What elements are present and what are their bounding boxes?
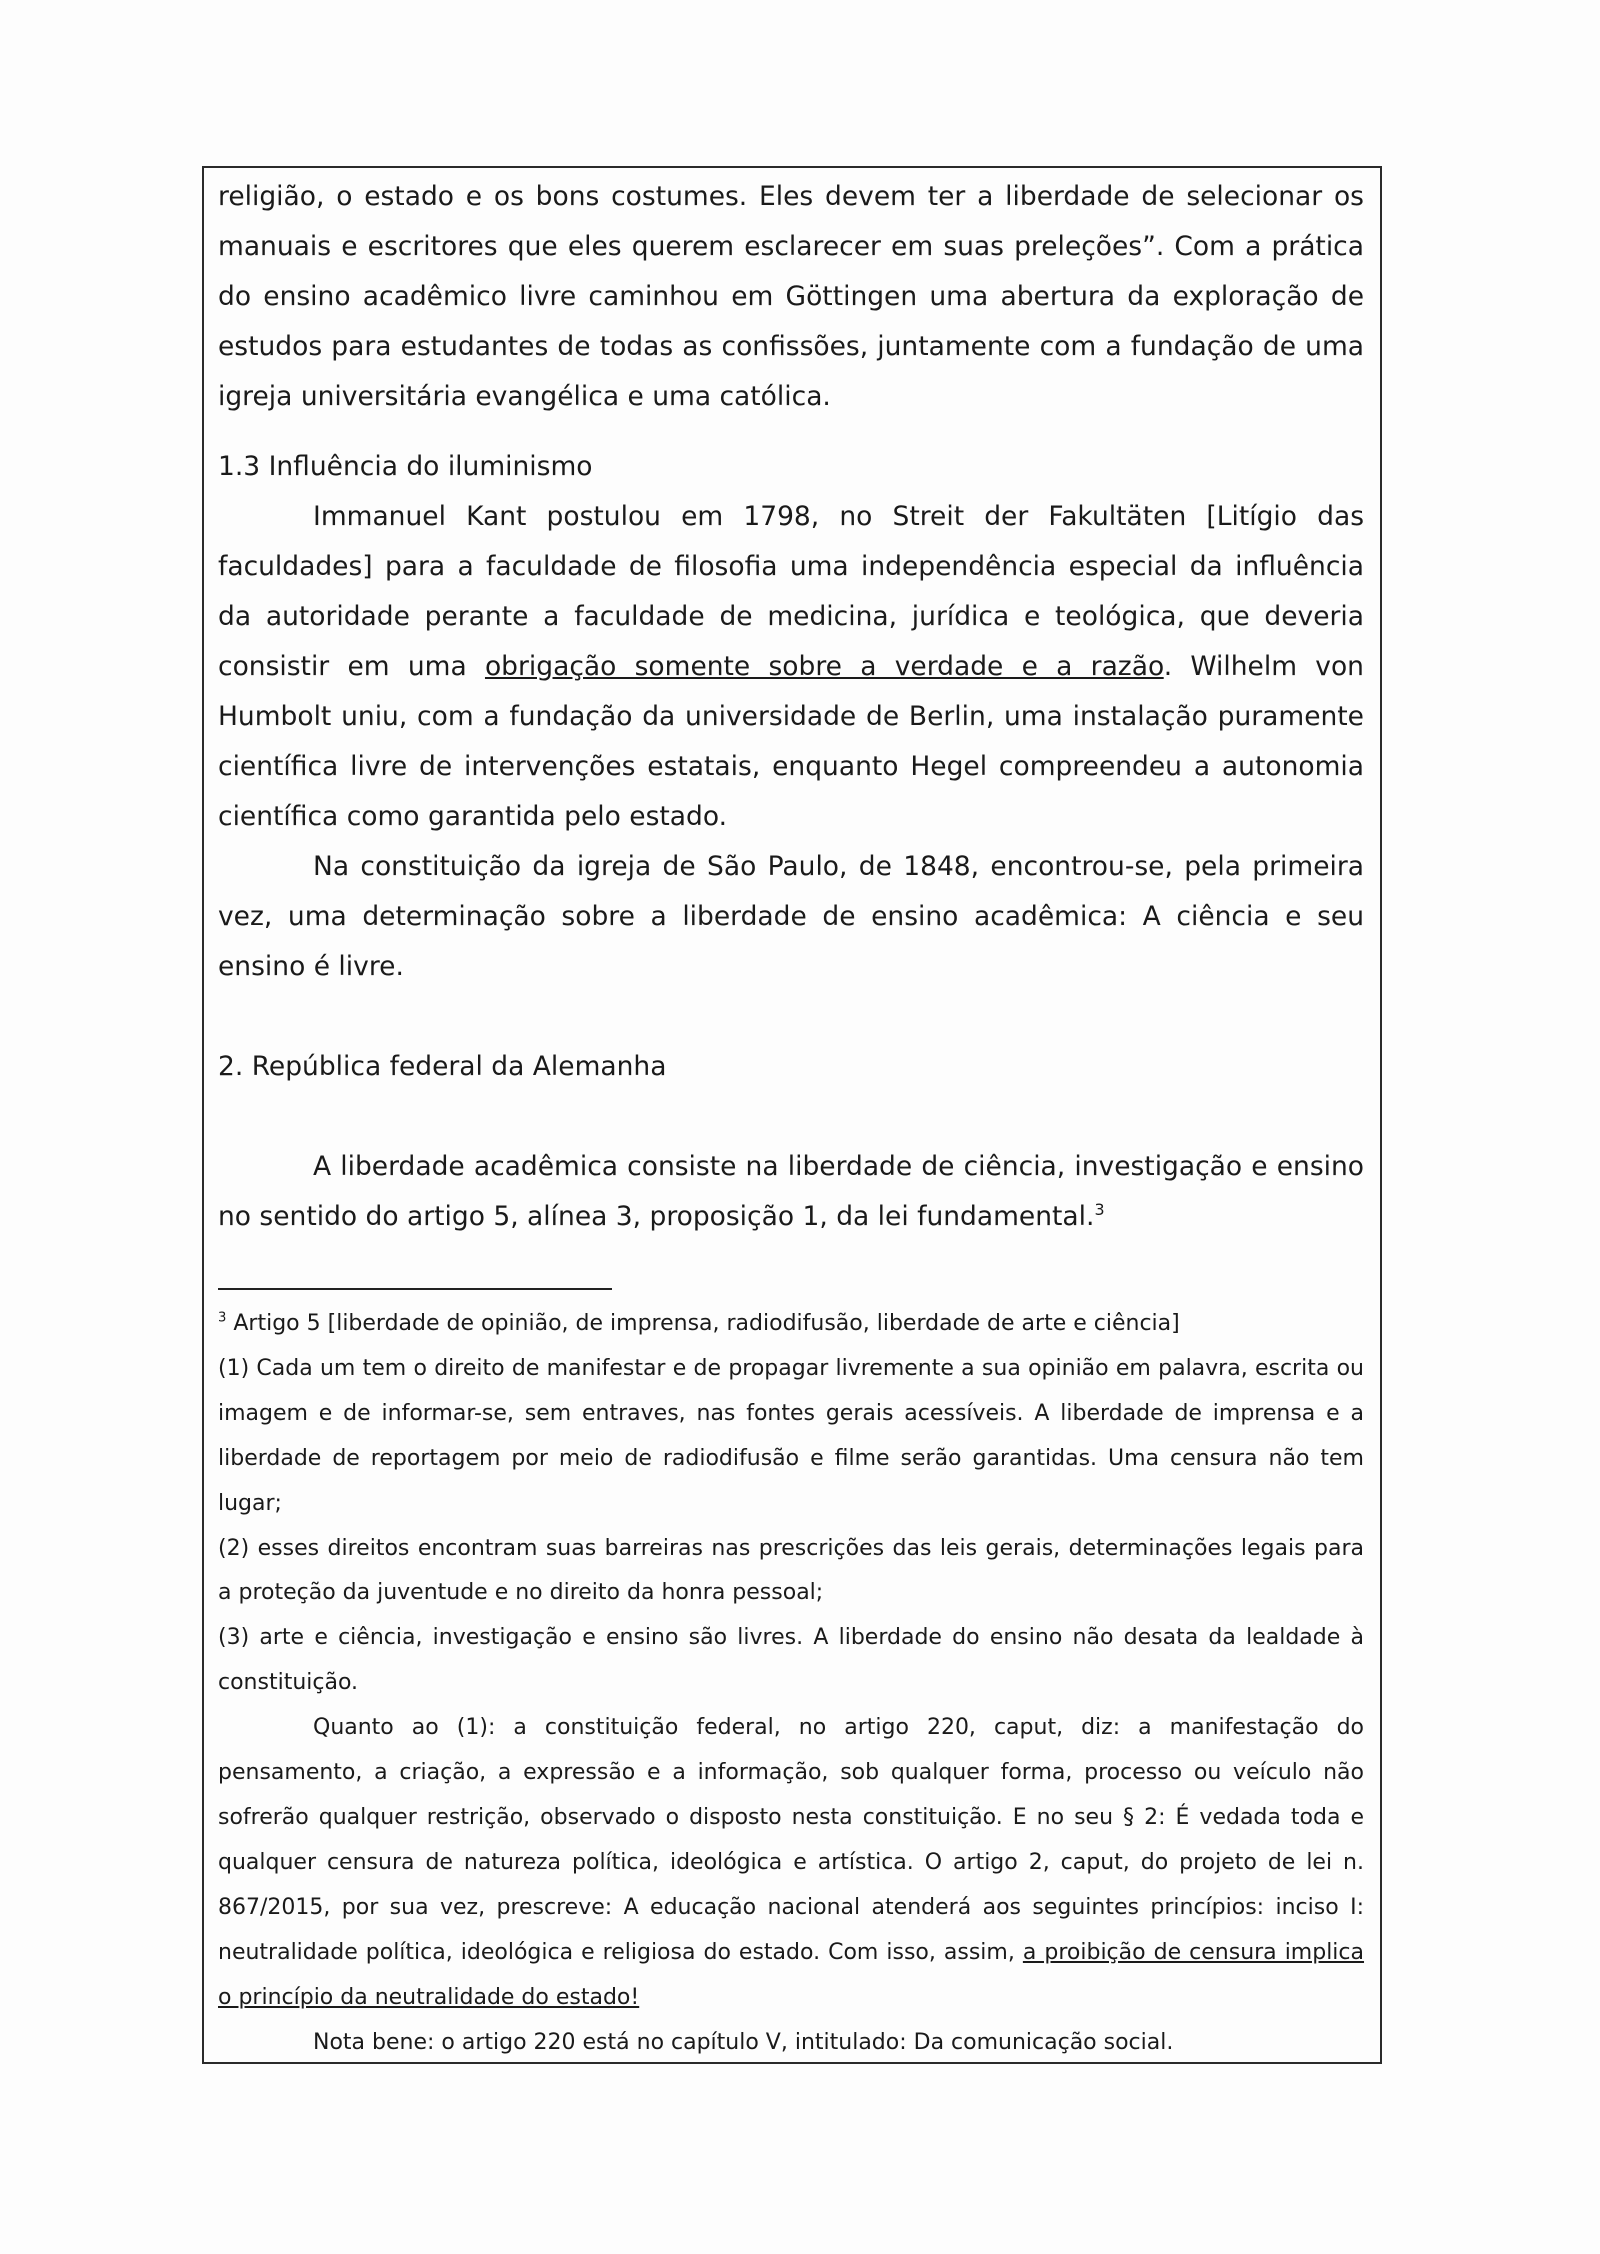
- footnote-block: [218, 1302, 1364, 2065]
- footnote-item-3: (3) arte e ciência, investigação e ensino são livres. A liberdade do ensino não desata da lealdade à constituição.: [218, 1625, 1364, 1696]
- paragraph-sao-paulo: Na constituição da igreja de São Paulo, de 1848, encontrou-se, pela primeira vez, uma determinação sobre a liberdade de ensino acadêmica: A ciência e seu ensino é livre.: [218, 851, 1364, 982]
- footnote-separator: [218, 1288, 612, 1290]
- page-frame: [202, 166, 1382, 2064]
- footnote-marker: 3: [218, 1310, 227, 1326]
- kant-text-post: . Wilhelm von Humbolt uniu, com a fundação da universidade de Berlin, uma instalação puramente científica livre de intervenções estatais, enquanto Hegel compreendeu a autonomia científica como garantida pelo estado.: [218, 651, 1364, 832]
- paragraph-academic-freedom: [218, 1142, 1364, 1242]
- section-heading-2: 2. República federal da Alemanha: [218, 1051, 667, 1082]
- commentary-text: Quanto ao (1): a constituição federal, no artigo 220, caput, diz: a manifestação do pensamento, a criação, a expressão e a informação, sob qualquer forma, processo ou veículo não sofrerão qualquer restrição, observado o disposto nesta constituição. E no seu § 2: É vedada toda e qualquer censura de natureza política, ideológica e artística. O artigo 2, caput, do projeto de lei n. 867/2015, por sua vez, prescreve: A educação nacional atenderá aos seguintes princípios: inciso I: neutralidade política, ideológica e religiosa do estado. Com isso, assim,: [218, 1715, 1364, 1965]
- footnote-reference: 3: [1094, 1200, 1105, 1220]
- academic-freedom-text: A liberdade acadêmica consiste na liberdade de ciência, investigação e ensino no sentido do artigo 5, alínea 3, proposição 1, da lei fundamental.: [218, 1151, 1364, 1232]
- commentary-underlined-phrase: a proibição de censura implica o princípio da neutralidade do estado!: [218, 1939, 1365, 2010]
- footnote-title-text: Artigo 5 [liberdade de opinião, de imprensa, radiodifusão, liberdade de arte e ciência]: [226, 1311, 1180, 1336]
- footnote-title: [218, 1302, 1364, 1347]
- kant-text-pre: Immanuel Kant postulou em 1798, no Streit der Fakultäten [Litígio das faculdades] para a faculdade de filosofia uma independência especial da influência da autoridade perante a faculdade de medicina, jurídica e teológica, que deveria consistir em uma: [218, 501, 1364, 682]
- kant-underlined-phrase: obrigação somente sobre a verdade e a razão: [484, 651, 1164, 682]
- footnote-commentary: [218, 1706, 1364, 2020]
- footnote-item-1: (1) Cada um tem o direito de manifestar e de propagar livremente a sua opinião em palavra, escrita ou imagem e de informar-se, sem entraves, nas fontes gerais acessíveis. A liberdade de imprensa e a liberdade de reportagem por meio de radiodifusão e filme serão garantidas. Uma censura não tem lugar;: [218, 1355, 1364, 1516]
- paragraph-kant: [218, 492, 1364, 842]
- section-heading-1-3: 1.3 Influência do iluminismo: [218, 451, 593, 482]
- footnote-item-2: (2) esses direitos encontram suas barreiras nas prescrições das leis gerais, determinações legais para a proteção da juventude e no direito da honra pessoal;: [218, 1535, 1364, 1606]
- footnote-nota-bene: Nota bene: o artigo 220 está no capítulo V, intitulado: Da comunicação social.: [313, 2029, 1174, 2055]
- paragraph-gottingen: religião, o estado e os bons costumes. Eles devem ter a liberdade de selecionar os manuais e escritores que eles querem esclarecer em suas preleções”. Com a prática do ensino acadêmico livre caminhou em Göttingen uma abertura da exploração de estudos para estudantes de todas as confissões, juntamente com a fundação de uma igreja universitária evangélica e uma católica.: [218, 181, 1364, 412]
